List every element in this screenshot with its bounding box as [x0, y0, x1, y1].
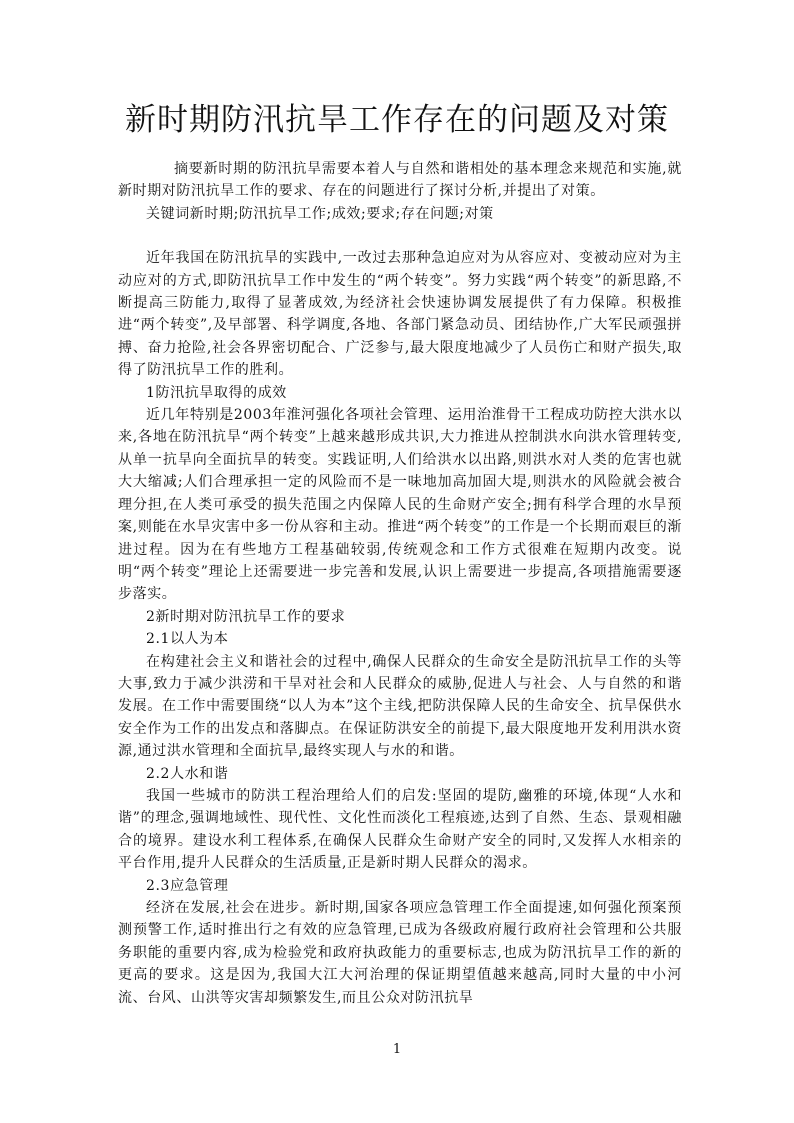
section-heading-2: 2新时期对防汛抗旱工作的要求 — [146, 608, 346, 625]
subsection-heading-2-2: 2.2人水和谐 — [146, 765, 229, 782]
abstract-paragraph: 摘要新时期的防汛抗旱需要本着人与自然和谐相处的基本理念来规范和实施,就新时期对防汛抗旱工作的要求、存在的问题进行了探讨分析,并提出了对策。 — [118, 161, 682, 200]
keywords-paragraph: 关键词新时期;防汛抗旱工作;成效;要求;存在问题;对策 — [146, 205, 494, 222]
subsection-2-2-paragraph: 我国一些城市的防洪工程治理给人们的启发:坚固的堤防,幽雅的环境,体现“人水和谐”的理念,强调地域性、现代性、文化性而淡化工程痕迹,达到了自然、生态、景观相融合的境界。建设水利工程体系,在确保人民群众生命财产安全的同时,又发挥人水相亲的平台作用,提升人民群众的生活质量,正是新时期人民群众的渴求。 — [118, 787, 682, 872]
subsection-heading-2-3: 2.3应急管理 — [146, 877, 229, 894]
document-title: 新时期防汛抗旱工作存在的问题及对策 — [125, 102, 669, 138]
subsection-2-1-paragraph: 在构建社会主义和谐社会的过程中,确保人民群众的生命安全是防汛抗旱工作的头等大事,致力于减少洪涝和干旱对社会和人民群众的威胁,促进人与社会、人与自然的和谐发展。在工作中需要围绕“以人为本”这个主线,把防洪保障人民的生命安全、抗旱保供水安全作为工作的出发点和落脚点。在保证防洪安全的前提下,最大限度地开发利用洪水资源,通过洪水管理和全面抗旱,最终实现人与水的和谐。 — [118, 653, 682, 760]
section-1-paragraph: 近几年特别是2003年淮河强化各项社会管理、运用治淮骨干工程成功防控大洪水以来,各地在防汛抗旱“两个转变”上越来越形成共识,大力推进从控制洪水向洪水管理转变,从单一抗旱向全面抗旱的转变。实践证明,人们给洪水以出路,则洪水对人类的危害也就大大缩减;人们合理承担一定的风险而不是一味地加高加固大堤,则洪水的风险就会被合理分担,在人类可承受的损失范围之内保障人民的生命财产安全;拥有科学合理的水旱预案,则能在水旱灾害中多一份从容和主动。推进“两个转变”的工作是一个长期而艰巨的渐进过程。因为在有些地方工程基础较弱,传统观念和工作方式很难在短期内改变。说明“两个转变”理论上还需要进一步完善和发展,认识上需要进一步提高,各项措施需要逐步落实。 — [118, 407, 682, 603]
section-heading-1: 1防汛抗旱取得的成效 — [146, 384, 287, 401]
subsection-2-3-paragraph: 经济在发展,社会在进步。新时期,国家各项应急管理工作全面提速,如何强化预案预测预警工作,适时推出行之有效的应急管理,已成为各级政府履行政府社会管理和公共服务职能的重要内容,成为检验党和政府执政能力的重要标志,也成为防汛抗旱工作的新的更高的要求。这是因为,我国大江大河治理的保证期望值越来越高,同时大量的中小河流、台风、山洪等灾害却频繁发生,而且公众对防汛抗旱 — [118, 900, 682, 1006]
document-body — [118, 158, 682, 1009]
intro-paragraph: 近年我国在防汛抗旱的实践中,一改过去那种急迫应对为从容应对、变被动应对为主动应对的方式,即防汛抗旱工作中发生的“两个转变”。努力实践“两个转变”的新思路,不断提高三防能力,取得了显著成效,为经济社会快速协调发展提供了有力保障。积极推进“两个转变”,及早部署、科学调度,各地、各部门紧急动员、团结协作,广大军民顽强拼搏、奋力抢险,社会各界密切配合、广泛参与,最大限度地减少了人员伤亡和财产损失,取得了防汛抗旱工作的胜利。 — [118, 250, 682, 379]
page-number: 1 — [392, 1042, 402, 1057]
subsection-heading-2-1: 2.1以人为本 — [146, 631, 229, 648]
